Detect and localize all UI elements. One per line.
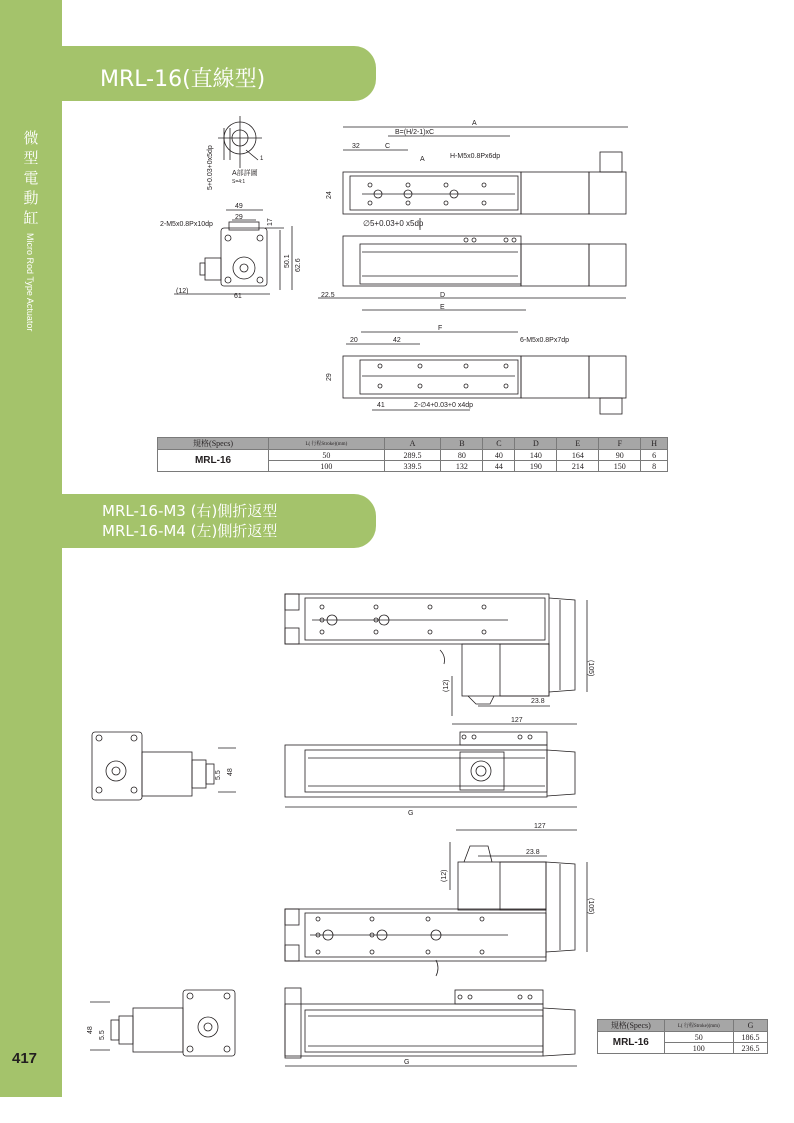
side-view [318, 236, 626, 311]
dim-62-6: 62.6 [295, 258, 302, 272]
table-header-row [598, 1020, 768, 1032]
h-thread-label: H-M5x0.8Px6dp [450, 153, 501, 160]
header-h: H [641, 438, 668, 450]
top-view [326, 120, 628, 230]
section-title-m3: MRL-16-M3 (右)側折返型 [102, 502, 278, 520]
table-cell: 6 [641, 450, 668, 461]
table-cell: 8 [641, 461, 668, 472]
dim-20: 20 [350, 337, 358, 344]
dim-49: 49 [235, 203, 243, 210]
model-cell: MRL-16 [158, 450, 269, 472]
dim-23-8: 23.8 [531, 698, 545, 705]
table-cell: 80 [441, 450, 483, 461]
section-title-m4: MRL-16-M4 (左)側折返型 [102, 522, 278, 540]
linear-drawings [0, 100, 794, 430]
category-en-label: Micro Rod Type Actuator [25, 233, 35, 332]
table-row [158, 450, 668, 461]
page-number: 417 [12, 1050, 38, 1067]
folded-spec-table [597, 1019, 768, 1054]
dim-5-5: 5.5 [215, 770, 222, 780]
m4-side-view [285, 988, 577, 1066]
dim-12-m4: (12) [441, 869, 448, 882]
dim-105-m4: (105) [587, 898, 594, 915]
header-f: F [599, 438, 641, 450]
dim-c: C [385, 143, 391, 150]
m4-top-view [285, 823, 594, 976]
dim-127: 127 [511, 717, 523, 724]
dim-e: E [440, 304, 445, 311]
pin-label: 2-∅4+0.03+0 x4dp [414, 402, 474, 409]
table-cell: 214 [557, 461, 599, 472]
section-title-linear [62, 46, 376, 101]
m5-side-label: 2-M5x0.8Px10dp [160, 221, 213, 228]
m3-side-view [285, 732, 577, 817]
dim-17: 17 [267, 218, 274, 226]
table-row [598, 1032, 768, 1043]
model-cell: MRL-16 [598, 1032, 665, 1054]
m4-end-view [87, 990, 235, 1056]
dim-41: 41 [377, 402, 385, 409]
dim-12: (12) [176, 288, 189, 295]
bore-label: ∅5+0.03+0 x5dp [363, 219, 424, 228]
dim-61: 61 [234, 293, 242, 300]
section-title-linear-text: MRL-16(直線型) [100, 67, 266, 92]
table-header-row [158, 438, 668, 450]
table-cell: 190 [515, 461, 557, 472]
header-d: D [515, 438, 557, 450]
header-specs: 規格(Specs) [158, 438, 269, 450]
dim-42: 42 [393, 337, 401, 344]
dim-32: 32 [352, 143, 360, 150]
table-cell: 186.5 [733, 1032, 767, 1043]
dim-105: (105) [587, 660, 594, 677]
header-specs: 規格(Specs) [598, 1020, 665, 1032]
detail-scale: S=4:1 [232, 179, 246, 185]
table-cell: 164 [557, 450, 599, 461]
header-stroke: L( 行程Stroke)(mm) [269, 438, 385, 450]
linear-spec-table [157, 437, 668, 472]
dim-b: B=(H/2-1)xC [395, 129, 435, 136]
table-cell: 236.5 [733, 1043, 767, 1054]
dim-127-m4: 127 [534, 823, 546, 830]
table-cell: 100 [269, 461, 385, 472]
dim-5-5-m4: 5.5 [99, 1030, 106, 1040]
m3-end-view [92, 732, 236, 800]
category-cn-label: 微型電動缸 [23, 129, 39, 227]
table-cell: 100 [664, 1043, 733, 1054]
dim-d: D [440, 292, 446, 299]
table-cell: 44 [483, 461, 515, 472]
dim-a: A [472, 120, 477, 127]
table-cell: 90 [599, 450, 641, 461]
table-cell: 132 [441, 461, 483, 472]
dim-22-5: 22.5 [321, 292, 335, 299]
dim-48: 48 [227, 768, 234, 776]
folded-drawings [0, 560, 794, 1080]
bottom-view [326, 325, 626, 414]
header-b: B [441, 438, 483, 450]
m3-top-view [285, 594, 594, 724]
dim-f: F [438, 325, 443, 332]
header-a: A [384, 438, 441, 450]
dim-48-m4: 48 [87, 1026, 94, 1034]
table-cell: 150 [599, 461, 641, 472]
end-view [160, 203, 302, 300]
table-cell: 289.5 [384, 450, 441, 461]
dim-24: 24 [326, 191, 333, 199]
dim-12-m3: (12) [443, 679, 450, 692]
table-cell: 140 [515, 450, 557, 461]
table-cell: 40 [483, 450, 515, 461]
dim-g-m4: G [404, 1059, 410, 1066]
detail-title: A部詳圖 [232, 170, 258, 177]
dim-g: G [408, 810, 414, 817]
detail-a-view [207, 116, 264, 190]
header-c: C [483, 438, 515, 450]
table-cell: 50 [664, 1032, 733, 1043]
header-g: G [733, 1020, 767, 1032]
table-cell: 50 [269, 450, 385, 461]
dim-50-1: 50.1 [284, 254, 291, 268]
dim-29-bottom: 29 [326, 373, 333, 381]
table-cell: 339.5 [384, 461, 441, 472]
section-title-folded [62, 494, 376, 548]
detail-ref: A [420, 156, 425, 163]
header-e: E [557, 438, 599, 450]
detail-depth: 5+0.03+0x5dp [207, 145, 214, 190]
dim-29: 29 [235, 214, 243, 221]
m5-bottom-label: 6-M5x0.8Px7dp [520, 337, 570, 344]
dim-23-8-m4: 23.8 [526, 849, 540, 856]
detail-1-label: 1 [260, 156, 264, 162]
header-stroke: L( 行程Stroke)(mm) [664, 1020, 733, 1032]
